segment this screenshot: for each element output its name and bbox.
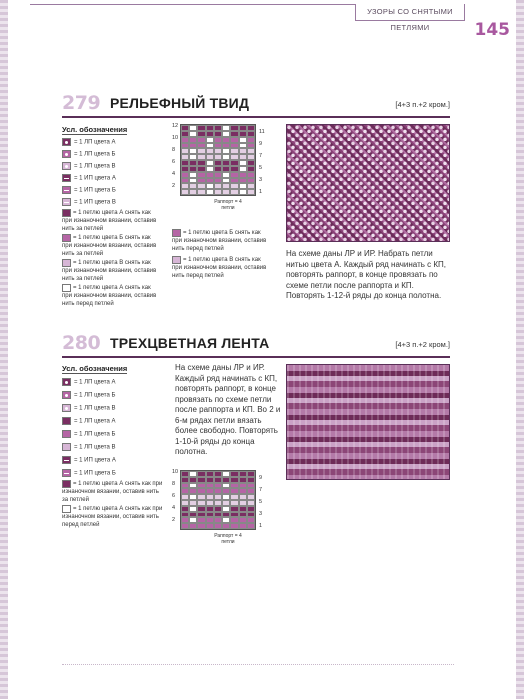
- chart-cell: [197, 523, 205, 529]
- legend-item: [62, 378, 115, 388]
- pattern-repeat: [4+3 п.+2 кром.]: [395, 100, 450, 109]
- chart-cell: [189, 523, 197, 529]
- purl-a-icon: [62, 174, 71, 182]
- legend-text: = 1 петлю цвета А снять как при изнаночном вязании, оставив нить за петлей: [62, 210, 157, 232]
- chart-cell: [239, 189, 247, 195]
- legend-item: [62, 404, 115, 414]
- knit-b-icon: [62, 150, 71, 158]
- section-rule: [62, 116, 450, 118]
- pattern-description: На схеме даны ЛР и ИР. Набрать петли нитью цвета А. Каждый ряд начинать с КП, повторять раппорт, в конце провязать по схеме петли после раппорта и КП. Повторять 1-12-й ряды до конца полотна.: [286, 249, 446, 300]
- row-number: 9: [259, 475, 263, 481]
- row-number: 8: [172, 481, 176, 487]
- legend-item: [62, 150, 115, 160]
- row-number: 8: [172, 147, 176, 153]
- pattern-description: На схеме даны ЛР и ИР. Каждый ряд начинать с КП, повторять раппорт, в конце провязать по схеме петли после раппорта и КП. Во 2 и 6-м рядах петли вязать более свободно. Повторять 1-10-й ряды до конца полотна.: [175, 363, 281, 456]
- chart-cell: [230, 523, 238, 529]
- row-number: 6: [172, 159, 176, 165]
- row-number: 6: [172, 493, 176, 499]
- running-head: УЗОРЫ СО СНЯТЫМИ ПЕТЛЯМИ: [355, 4, 465, 21]
- legend-text: = 1 ИП цвета В: [74, 199, 116, 206]
- knit-a-plain-icon: [62, 417, 71, 425]
- legend-text: = 1 ЛП цвета А: [74, 418, 116, 425]
- chart-cell: [206, 523, 214, 529]
- knit-sample-photo-279: [286, 124, 450, 242]
- legend-text: = 1 ИП цвета Б: [74, 187, 116, 194]
- row-number: 4: [172, 505, 176, 511]
- legend-item: [62, 186, 116, 196]
- legend-item: [62, 391, 115, 401]
- legend-text: = 1 ЛП цвета В: [74, 405, 116, 412]
- section-rule: [62, 356, 450, 358]
- chart-cell: [214, 523, 222, 529]
- slip-c-front-icon: [172, 256, 181, 264]
- legend-text: = 1 петлю цвета А снять как при изнаночном вязании, оставив нить за петлей: [62, 481, 163, 503]
- legend-text: = 1 ЛП цвета Б: [74, 431, 116, 438]
- row-number: 10: [172, 469, 179, 475]
- slip-b-front-icon: [172, 229, 181, 237]
- row-number: 5: [259, 499, 263, 505]
- right-border-stripe: [516, 0, 524, 699]
- legend-text: = 1 ИП цвета Б: [74, 470, 116, 477]
- legend-text: = 1 ЛП цвета В: [74, 163, 116, 170]
- row-number: 1: [259, 189, 263, 195]
- legend-item: [62, 469, 116, 479]
- pattern-title: ТРЕХЦВЕТНАЯ ЛЕНТА: [110, 335, 270, 351]
- legend-text: = 1 ЛП цвета Б: [74, 151, 116, 158]
- legend-title: Усл. обозначения: [62, 364, 128, 373]
- legend-item: [62, 162, 115, 172]
- row-number: 1: [259, 523, 263, 529]
- chart-cell: [181, 523, 189, 529]
- row-number: 2: [172, 183, 176, 189]
- knitting-chart-280: [172, 470, 272, 552]
- row-number: 3: [259, 177, 263, 183]
- purl-c-icon: [62, 198, 71, 206]
- slip-c-back-icon: [62, 259, 71, 267]
- chart-cell: [189, 189, 197, 195]
- legend-item: [62, 198, 116, 208]
- legend-title: Усл. обозначения: [62, 125, 128, 134]
- chart-cell: [222, 189, 230, 195]
- row-number: 7: [259, 487, 263, 493]
- row-number: 7: [259, 153, 263, 159]
- rapport-label: Раппорт = 4 петли: [214, 199, 242, 211]
- chart-cell: [239, 523, 247, 529]
- legend-text: = 1 ЛП цвета А: [74, 379, 116, 386]
- knit-a-icon: [62, 138, 71, 146]
- knit-sample-photo-280: [286, 364, 450, 480]
- legend-text: = 1 петлю цвета В снять как при изнаночном вязании, оставив нить за петлей: [62, 260, 157, 282]
- pattern-number: 280: [62, 332, 101, 354]
- pattern-repeat: [4+3 п.+2 кром.]: [395, 340, 450, 349]
- legend-item-long: [62, 209, 162, 233]
- top-frame-line: [30, 4, 360, 14]
- chart-cell: [230, 189, 238, 195]
- row-number: 4: [172, 171, 176, 177]
- slip-a-back-icon: [62, 209, 71, 217]
- chart-cell: [247, 189, 255, 195]
- legend-item: [62, 417, 115, 427]
- knit-a-icon: [62, 378, 71, 386]
- legend-item-long: [62, 480, 164, 504]
- purl-a-icon: [62, 456, 71, 464]
- chart-cell: [214, 189, 222, 195]
- knit-c-icon: [62, 162, 71, 170]
- purl-b-icon: [62, 469, 71, 477]
- legend-item-long: [62, 505, 164, 529]
- legend-item-long: [62, 234, 162, 258]
- chart-cell: [247, 523, 255, 529]
- rapport-label: Раппорт = 4 петли: [214, 533, 242, 545]
- row-number: 9: [259, 141, 263, 147]
- chart-grid: [180, 124, 256, 196]
- knitting-chart-279: [172, 124, 272, 214]
- legend-item: [62, 443, 115, 453]
- row-number: 12: [172, 123, 179, 129]
- row-number: 3: [259, 511, 263, 517]
- pattern-title: РЕЛЬЕФНЫЙ ТВИД: [110, 95, 250, 111]
- pattern-280-header: [62, 332, 450, 356]
- slip-a-back-icon: [62, 480, 71, 488]
- row-number: 2: [172, 517, 176, 523]
- legend-text: = 1 петлю цвета А снять как при изнаночном вязании, оставив нить перед петлей: [62, 506, 163, 528]
- legend-text: = 1 ЛП цвета А: [74, 139, 116, 146]
- legend-text: = 1 петлю цвета Б снять как при изнаночном вязании, оставив нить перед петлей: [172, 230, 267, 252]
- knit-c-plain-icon: [62, 443, 71, 451]
- chart-cell: [181, 189, 189, 195]
- legend-text: = 1 петлю цвета В снять как при изнаночном вязании, оставив нить перед петлей: [172, 257, 267, 279]
- bottom-rule: [62, 664, 454, 665]
- slip-a-front-icon: [62, 284, 71, 292]
- purl-b-icon: [62, 186, 71, 194]
- legend-text: = 1 петлю цвета Б снять как при изнаночном вязании, оставив нить за петлей: [62, 235, 157, 257]
- legend-text: = 1 ЛП цвета В: [74, 444, 116, 451]
- row-number: 5: [259, 165, 263, 171]
- legend-item-long: [172, 256, 272, 280]
- legend-item: [62, 456, 116, 466]
- legend-text: = 1 ИП цвета А: [74, 457, 116, 464]
- left-border-stripe: [0, 0, 8, 699]
- chart-cell: [222, 523, 230, 529]
- knit-b-icon: [62, 391, 71, 399]
- legend-text: = 1 петлю цвета А снять как при изнаночном вязании, оставив нить перед петлей: [62, 285, 157, 307]
- legend-text: = 1 ЛП цвета Б: [74, 392, 116, 399]
- legend-item-long: [62, 284, 162, 308]
- knit-c-icon: [62, 404, 71, 412]
- row-number: 11: [259, 129, 265, 135]
- page-number: 145: [474, 20, 510, 40]
- slip-a-front-icon: [62, 505, 71, 513]
- row-number: 10: [172, 135, 179, 141]
- legend-item: [62, 430, 115, 440]
- pattern-279-header: [62, 92, 450, 116]
- legend-item-long: [62, 259, 162, 283]
- slip-b-back-icon: [62, 234, 71, 242]
- chart-grid: [180, 470, 256, 530]
- chart-cell: [206, 189, 214, 195]
- legend-item: [62, 138, 115, 148]
- legend-text: = 1 ИП цвета А: [74, 175, 116, 182]
- pattern-number: 279: [62, 92, 101, 114]
- chart-cell: [197, 189, 205, 195]
- legend-item-long: [172, 229, 272, 253]
- legend-item: [62, 174, 116, 184]
- knit-b-plain-icon: [62, 430, 71, 438]
